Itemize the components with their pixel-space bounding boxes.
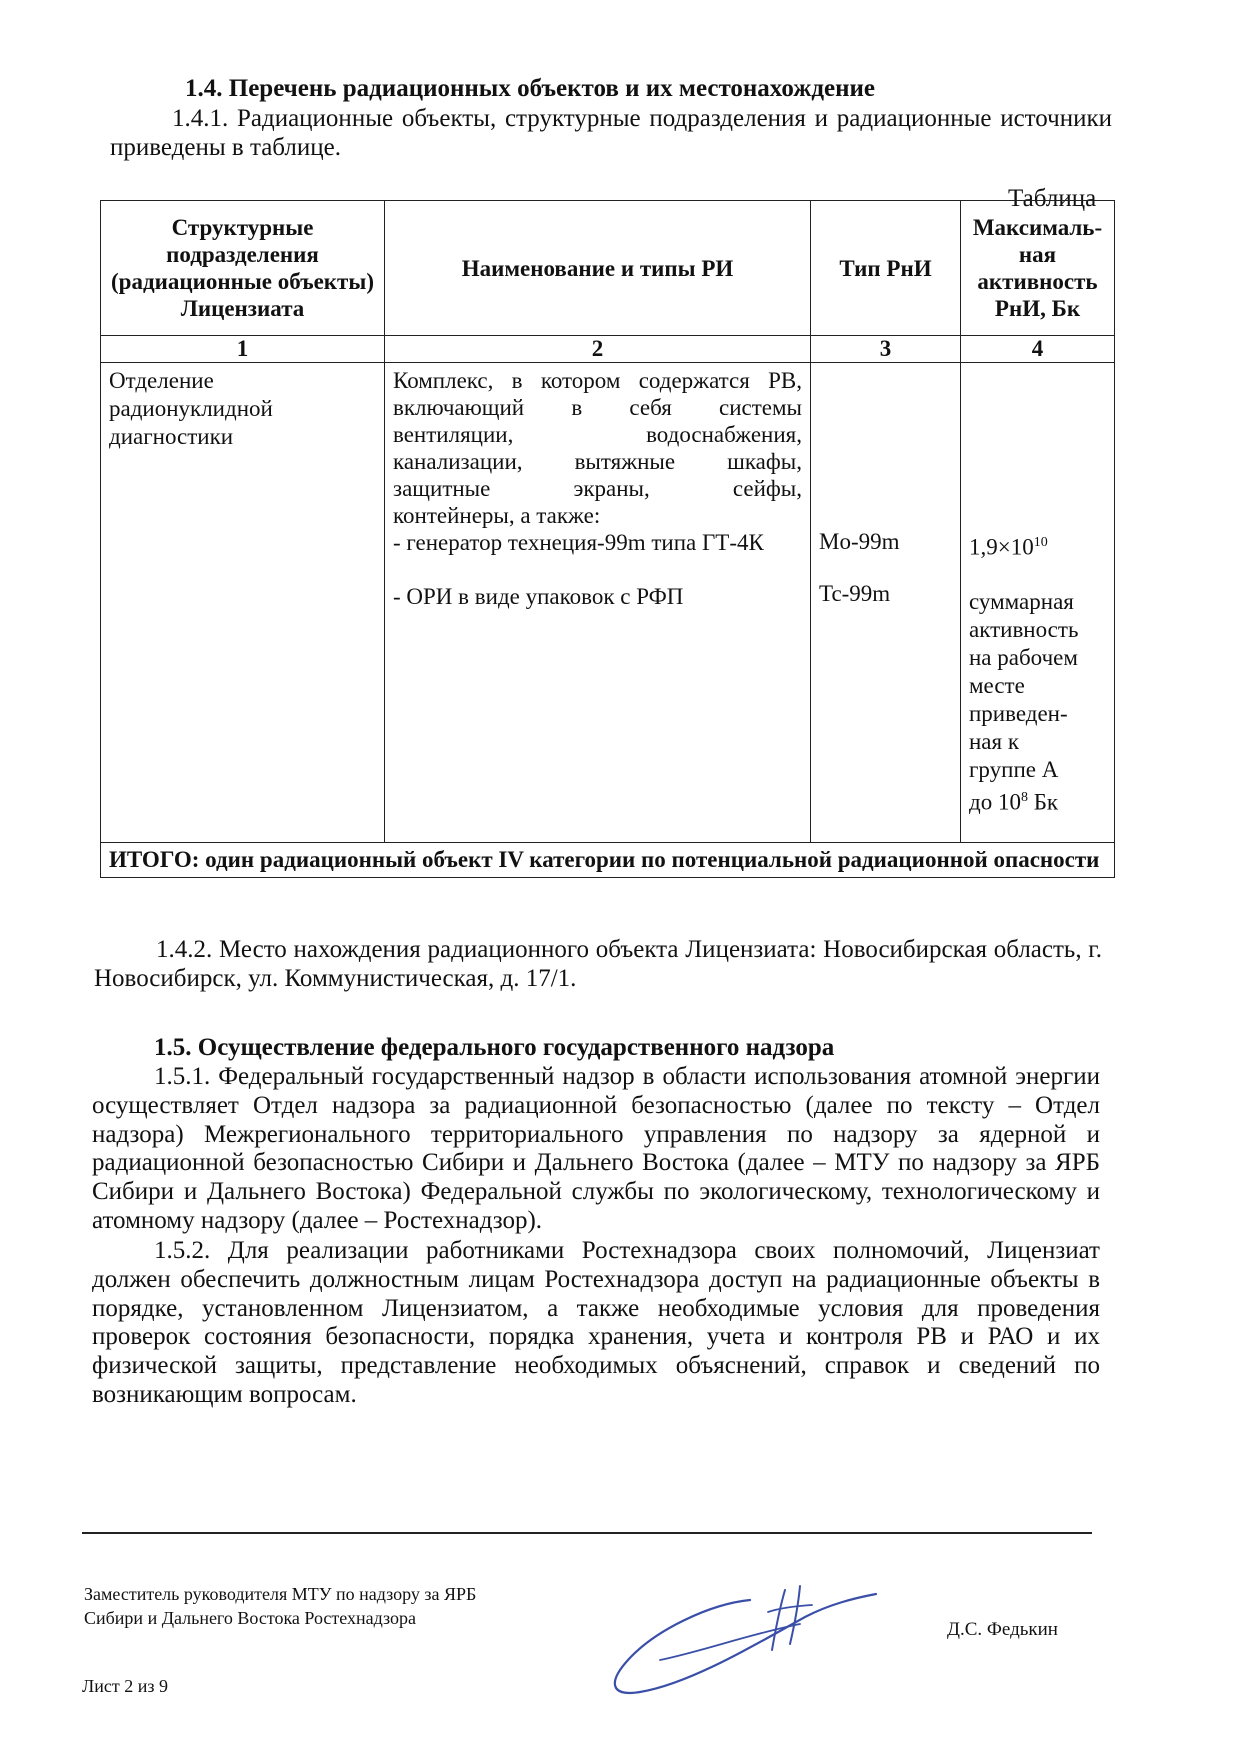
activity-line: ная к [969, 728, 1020, 754]
activity-line: группе А [969, 756, 1059, 782]
complex-line: вентиляции, водоснабжения, [393, 422, 802, 447]
column-number: 1 [101, 336, 385, 363]
section-1-5-heading: 1.5. Осуществление федерального государственного надзора [154, 1034, 835, 1061]
complex-line: канализации, вытяжные шкафы, [393, 449, 802, 474]
activity-line: приведен- [969, 700, 1068, 726]
activity-mo-99m: $1,9\times 10^{10}$ [969, 534, 1048, 560]
complex-line: включающий в себя системы [393, 395, 802, 420]
activity-line: суммарная [969, 588, 1074, 614]
footer-divider [82, 1532, 1092, 1534]
cell-unit-name: Отделение радионуклидной диагностики [101, 363, 385, 843]
footer-position-line-1: Заместитель руководителя МТУ по надзору за ЯРБ [84, 1584, 477, 1604]
section-1-4-heading: 1.4. Перечень радиационных объектов и их местонахождение [185, 75, 876, 102]
complex-line: защитные экраны, сейфы, [393, 476, 802, 501]
table-total-row: ИТОГО: один радиационный объект IV категории по потенциальной радиационной опасности [101, 843, 1115, 878]
activity-line: активность [969, 616, 1079, 642]
ri-item-generator: - генератор технеция-99m типа ГТ-4К [393, 530, 764, 555]
column-number: 2 [385, 336, 811, 363]
activity-line: месте [969, 672, 1025, 698]
page-number: Лист 2 из 9 [82, 1676, 168, 1696]
paragraph-1-5-2: 1.5.2. Для реализации работниками Ростехнадзора своих полномочий, Лицензиат должен обеспечить должностным лицам Ростехнадзора доступ на радиационные объекты в порядке, установленном Лицензиатом, а также необходимые условия для проведения проверок состояния безопасности, порядка хранения, учета и контроля РВ и РАО и их физической защиты, представление необходимых объяснений, справок и сведений по возникающим вопросам. [92, 1237, 1100, 1408]
footer-position-line-2: Сибири и Дальнего Востока Ростехнадзора [84, 1608, 417, 1628]
header-structural-units: Структурные подразделения (радиационные объекты) Лицензиата [101, 201, 385, 336]
activity-tc-99m: до $10^8$ Бк [969, 789, 1059, 815]
ri-item-packages: - ОРИ в виде упаковок с РФП [393, 584, 684, 609]
complex-line: контейнеры, а также: [393, 503, 601, 528]
column-number: 4 [961, 336, 1115, 363]
cell-ri-description [385, 363, 811, 843]
radiation-objects-table [100, 200, 1115, 878]
paragraph-1-4-1: 1.4.1. Радиационные объекты, структурные подразделения и радиационные источники приведены в таблице. [110, 105, 1112, 161]
cell-max-activity [961, 363, 1115, 843]
header-nuclide-type: Тип РнИ [811, 201, 961, 336]
nuclide-mo-99m: Mo-99m [819, 529, 900, 554]
handwritten-signature [600, 1572, 880, 1702]
table-caption: Таблица [1008, 185, 1097, 212]
nuclide-tc-99m: Tc-99m [819, 581, 891, 606]
paragraph-1-5-1: 1.5.1. Федеральный государственный надзор в области использования атомной энергии осуществляет Отдел надзора за радиационной безопасностью (далее по тексту – Отдел надзора) Межрегионального территориального управления по надзору за ядерной и радиационной безопасностью Сибири и Дальнего Востока (далее – МТУ по надзору за ЯРБ Сибири и Дальнего Востока) Федеральной службы по экологическому, технологическому и атомному надзору (далее – Ростехнадзор). [92, 1063, 1100, 1234]
header-max-activity: Максималь-ная активность РнИ, Бк [961, 201, 1115, 336]
signatory-name: Д.С. Федькин [947, 1619, 1058, 1640]
paragraph-1-4-2: 1.4.2. Место нахождения радиационного объекта Лицензиата: Новосибирская область, г. Новосибирск, ул. Коммунистическая, д. 17/1. [94, 936, 1102, 992]
activity-line: на рабочем [969, 644, 1078, 670]
complex-line: Комплекс, в котором содержатся РВ, [393, 368, 802, 393]
table-row [101, 363, 1115, 843]
header-ri-names: Наименование и типы РИ [385, 201, 811, 336]
column-number: 3 [811, 336, 961, 363]
cell-nuclide-types [811, 363, 961, 843]
